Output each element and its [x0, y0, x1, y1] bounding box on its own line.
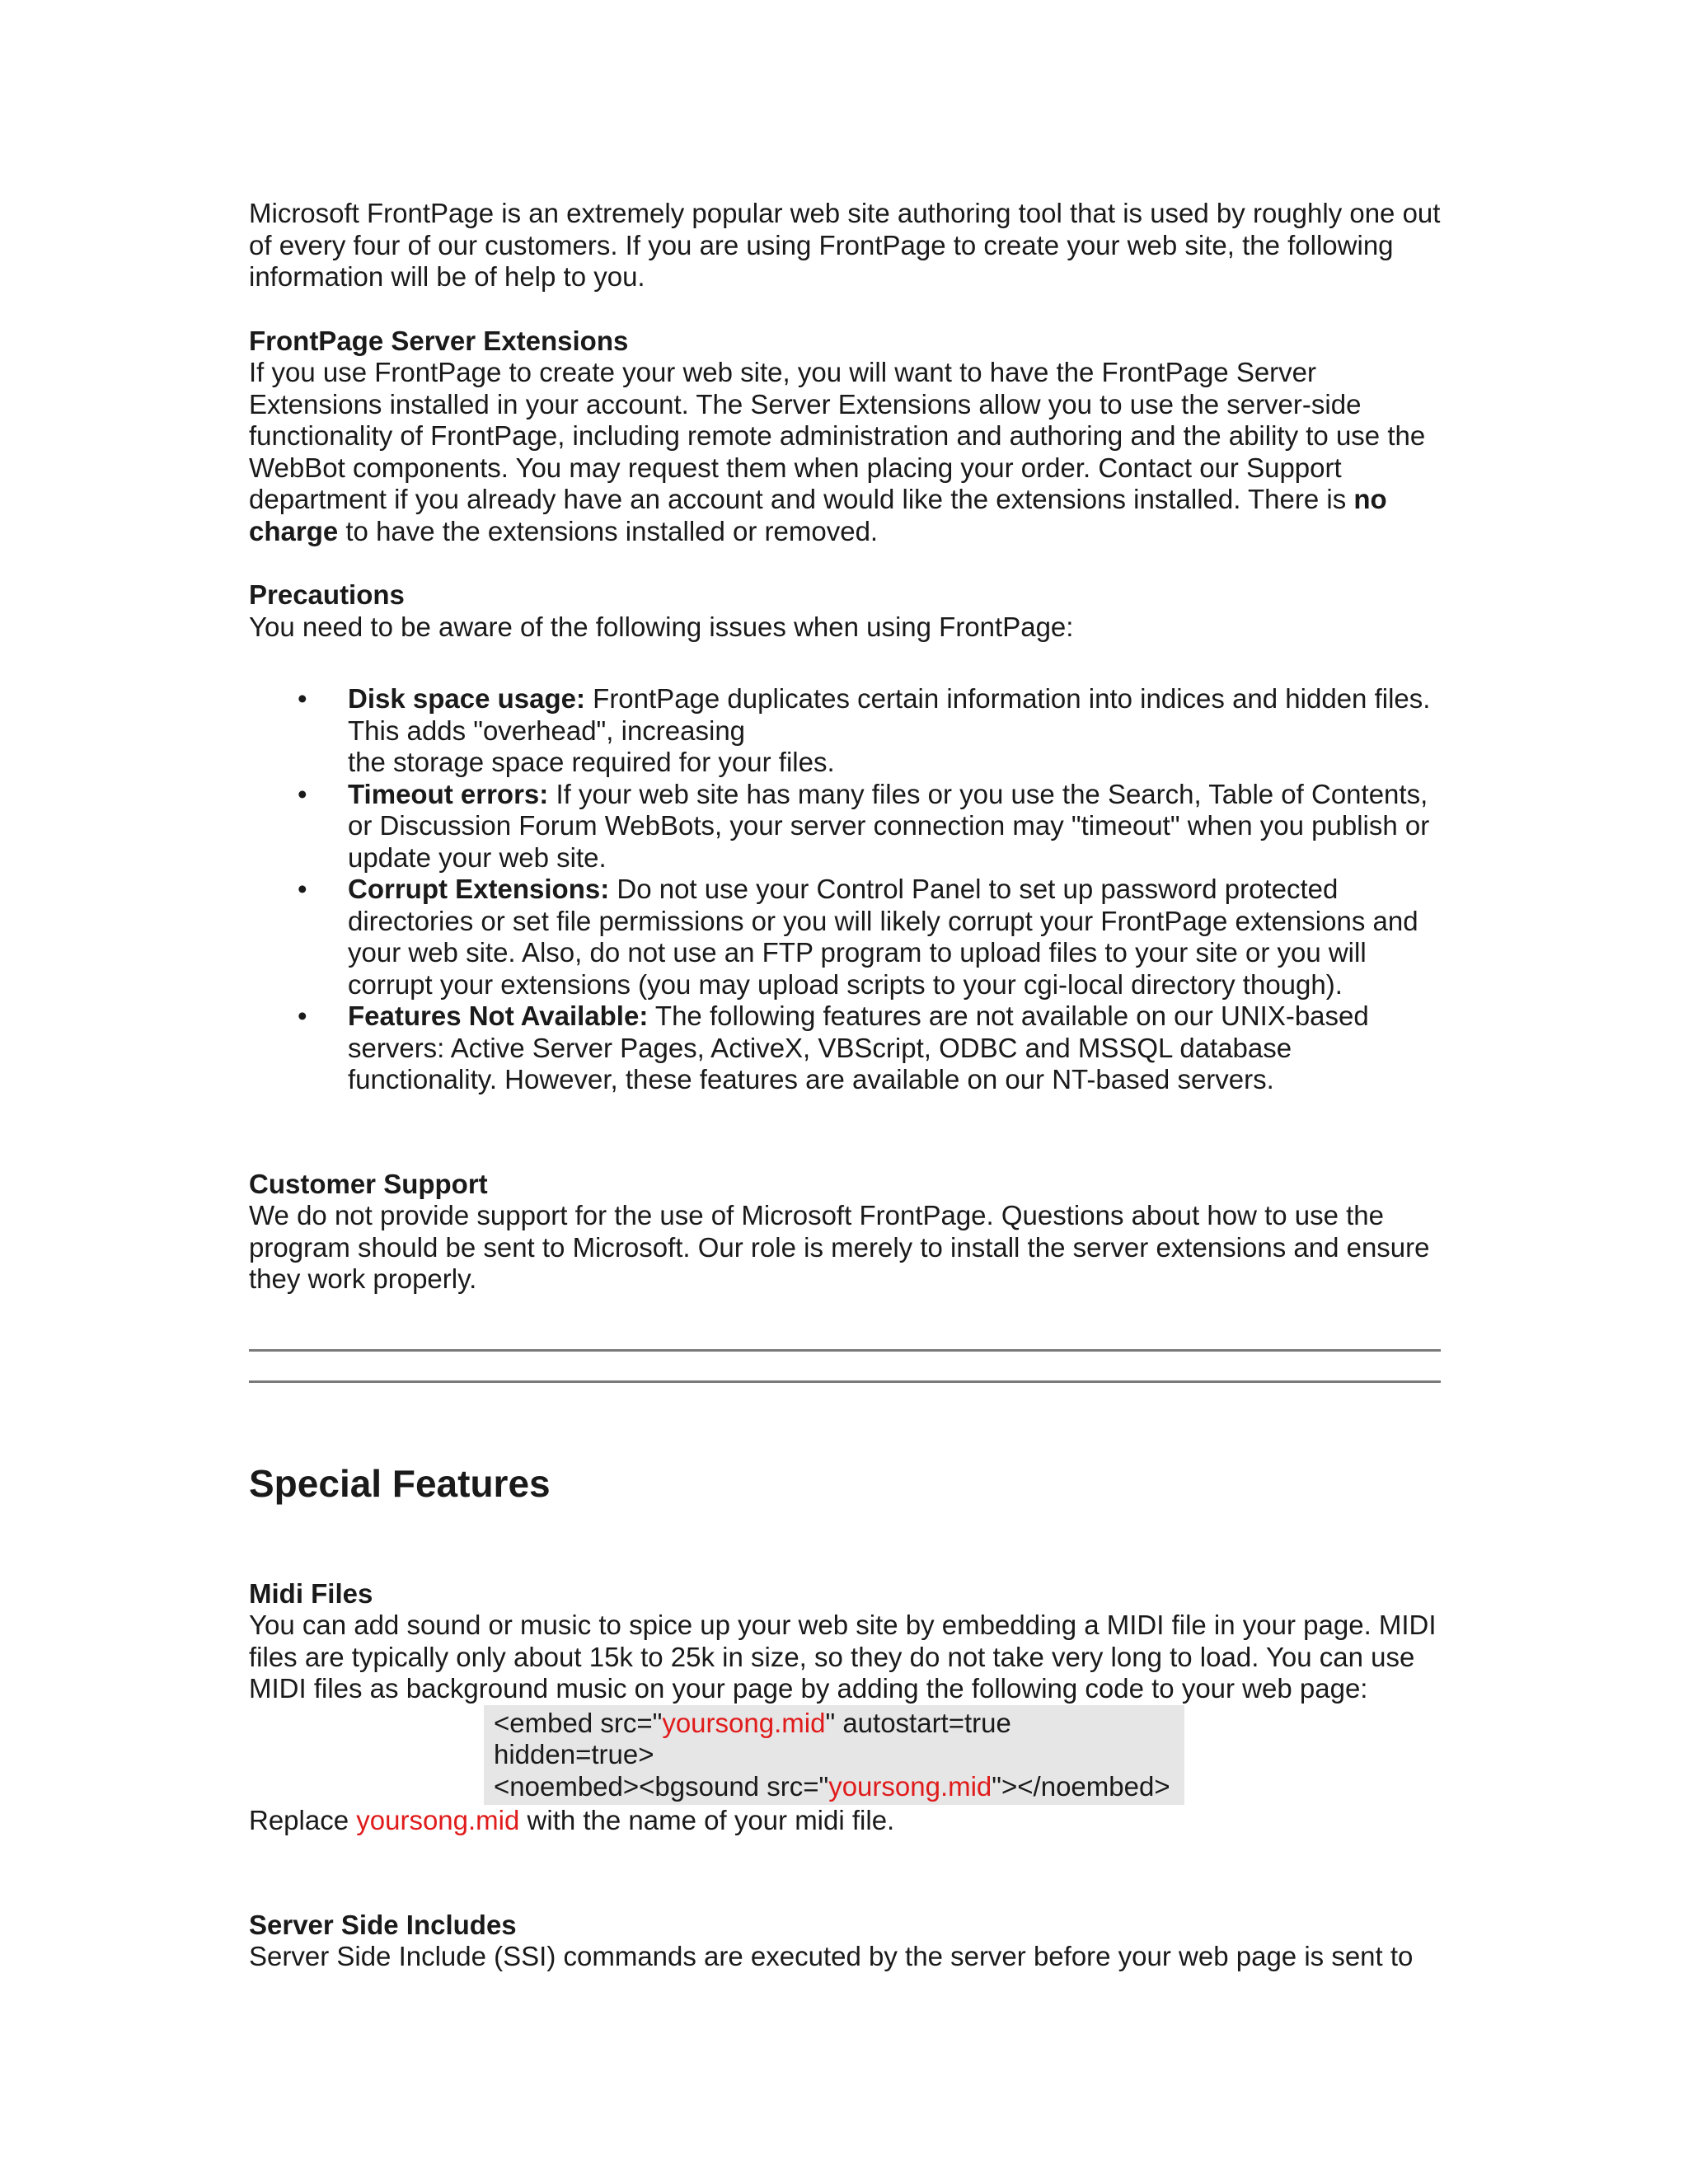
midi-replace-note — [249, 1805, 1442, 1837]
midi-section — [249, 1578, 1442, 1837]
bullet-icon: • — [298, 874, 307, 904]
ssi-heading: Server Side Includes — [249, 1909, 517, 1940]
list-item-label: Corrupt Extensions: — [348, 874, 610, 904]
precautions-list — [249, 683, 1442, 1096]
ssi-section — [249, 1910, 1442, 1973]
list-item-label: Timeout errors: — [348, 778, 549, 809]
server-extensions-text: If you use FrontPage to create your web site, you will want to have the FrontPage Server Extensions installed in your account. The Server Extensions allow you to use the server-side functionality of FrontPage, including remote administration and authoring and the ability to use the WebBot components. You may request them when placing your order. Contact our Support department if you already have an account and would like the extensions installed. There is — [249, 357, 1426, 514]
precautions-section — [249, 579, 1442, 1096]
ssi-body: Server Side Include (SSI) commands are executed by the server before your web page is sent to — [249, 1941, 1414, 1971]
bullet-icon: • — [298, 1001, 307, 1031]
server-extensions-body — [249, 357, 1442, 547]
customer-support-body: We do not provide support for the use of Microsoft FrontPage. Questions about how to use the program should be sent to Microsoft. Our role is merely to install the server extensions and ensure they work properly. — [249, 1200, 1430, 1294]
code-text: " autostart=true hidden=true> — [494, 1707, 1011, 1769]
midi-body: You can add sound or music to spice up your web site by embedding a MIDI file in your page. MIDI files are typically only about 15k to 25k in size, so they do not take very long to load. You can use MIDI files as background music on your page by adding the following code to your web page: — [249, 1610, 1437, 1704]
list-item-text: FrontPage duplicates certain information into indices and hidden files. This adds "overhead", increasing — [348, 683, 1431, 746]
no-charge-emphasis: no charge — [249, 484, 1387, 546]
server-extensions-section — [249, 326, 1442, 548]
replace-filename: yoursong.mid — [356, 1805, 520, 1835]
code-text: "></noembed> — [992, 1770, 1170, 1802]
list-item-disk-space — [298, 683, 1442, 779]
list-item-label: Disk space usage: — [348, 683, 585, 714]
list-item-text: Do not use your Control Panel to set up password protected directories or set file permissions or you will likely corrupt your FrontPage extensions and your web site. Also, do not use an FTP program to upload files to your site or you will corrupt your extensions (you may upload scripts to your cgi-local directory though). — [348, 874, 1418, 1000]
code-line — [494, 1771, 1175, 1803]
code-filename: yoursong.mid — [662, 1707, 826, 1738]
bullet-icon: • — [298, 683, 307, 714]
list-item-text: The following features are not available on our UNIX-based servers: Active Server Pages, ActiveX, VBScript, ODBC and MSSQL database functionality. However, these features are available on our NT-based servers. — [348, 1001, 1369, 1094]
precautions-heading: Precautions — [249, 579, 405, 610]
horizontal-divider — [249, 1349, 1441, 1352]
document-page — [249, 198, 1442, 1973]
customer-support-section — [249, 1169, 1442, 1296]
special-features-title: Special Features — [249, 1461, 551, 1505]
list-item-features-not-available — [298, 1001, 1442, 1096]
code-text: <embed src=" — [494, 1707, 663, 1738]
replace-text: Replace — [249, 1805, 349, 1835]
list-item-text: If your web site has many files or you use the Search, Table of Contents, or Discussion Forum WebBots, your server connection may "timeout" when you publish or update your web site. — [348, 778, 1430, 873]
list-item-corrupt-extensions — [298, 874, 1442, 1001]
horizontal-divider — [249, 1380, 1441, 1383]
replace-text: with the name of your midi file. — [527, 1805, 895, 1835]
server-extensions-heading: FrontPage Server Extensions — [249, 325, 629, 356]
list-item-text-continued: the storage space required for your files. — [348, 747, 835, 777]
list-item-timeout — [298, 778, 1442, 874]
midi-heading: Midi Files — [249, 1577, 373, 1609]
customer-support-heading: Customer Support — [249, 1168, 488, 1199]
list-item-label: Features Not Available: — [348, 1001, 649, 1031]
code-line — [494, 1708, 1175, 1771]
precautions-intro: You need to be aware of the following issues when using FrontPage: — [249, 611, 1074, 642]
bullet-icon: • — [298, 778, 307, 809]
code-filename: yoursong.mid — [828, 1770, 992, 1802]
intro-paragraph: Microsoft FrontPage is an extremely popular web site authoring tool that is used by roughly one out of every four of our customers. If you are using FrontPage to create your web site, the following information will be of help to you. — [249, 198, 1441, 292]
server-extensions-tail: to have the extensions installed or removed. — [345, 515, 879, 546]
code-snippet — [484, 1705, 1184, 1806]
code-text: <noembed><bgsound src=" — [494, 1770, 829, 1802]
